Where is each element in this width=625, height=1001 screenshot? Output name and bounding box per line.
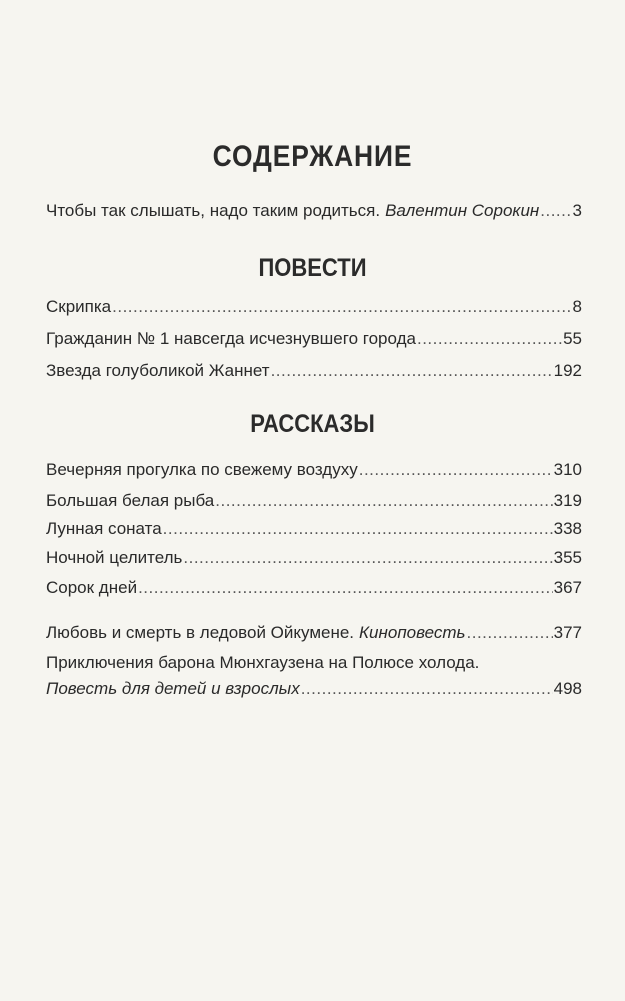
entry-title: Лунная соната [46, 519, 162, 538]
dot-leader [540, 200, 571, 222]
entry-page: 338 [553, 519, 582, 538]
dot-leader [271, 360, 553, 382]
entry-page: 355 [553, 548, 582, 567]
entry-page: 310 [553, 460, 582, 479]
dot-leader [112, 296, 571, 318]
section-heading-rasskazy: РАССКАЗЫ [250, 410, 375, 438]
toc-entry[interactable] [46, 518, 582, 540]
dot-leader [183, 547, 552, 569]
entry-title: Ночной целитель [46, 548, 183, 567]
dot-leader [163, 518, 553, 540]
entry-subtitle: Киноповесть [359, 623, 466, 642]
dot-leader [301, 678, 553, 700]
entry-page: 367 [553, 578, 582, 597]
dot-leader [138, 577, 553, 599]
entry-page: 192 [553, 361, 582, 380]
dot-leader [215, 490, 552, 512]
toc-title: СОДЕРЖАНИЕ [212, 140, 413, 173]
toc-entry[interactable] [46, 459, 582, 481]
entry-title: Чтобы так слышать, надо таким родиться. [46, 201, 381, 220]
entry-page: 498 [553, 679, 582, 698]
toc-entry[interactable] [46, 490, 582, 512]
entry-page: 377 [553, 623, 582, 642]
dot-leader [467, 622, 553, 644]
entry-page: 3 [572, 201, 582, 220]
toc-entry-extra-title[interactable]: Приключения барона Мюнхгаузена на Полюсе холода. [46, 653, 480, 672]
entry-page: 8 [572, 297, 582, 316]
entry-subtitle: Повесть для детей и взрослых [46, 679, 300, 698]
toc-entry-extra-subtitle-line[interactable] [46, 678, 582, 700]
dot-leader [359, 459, 553, 481]
toc-entry[interactable] [46, 577, 582, 599]
entry-title: Звезда голуболикой Жаннет [46, 361, 270, 380]
toc-entry[interactable] [46, 360, 582, 382]
entry-author: Валентин Сорокин [385, 201, 540, 220]
dot-leader [417, 328, 562, 350]
entry-page: 55 [563, 329, 582, 348]
toc-entry[interactable] [46, 296, 582, 318]
entry-page: 319 [553, 491, 582, 510]
entry-title: Скрипка [46, 297, 112, 316]
toc-entry-extra[interactable] [46, 622, 582, 644]
entry-title: Большая белая рыба [46, 491, 215, 510]
entry-title: Вечерняя прогулка по свежему воздуху [46, 460, 358, 479]
entry-title: Сорок дней [46, 578, 138, 597]
toc-entry[interactable] [46, 328, 582, 350]
section-heading-povesti: ПОВЕСТИ [258, 254, 367, 282]
toc-entry-intro[interactable] [46, 200, 582, 222]
toc-entry[interactable] [46, 547, 582, 569]
entry-title: Гражданин № 1 навсегда исчезнувшего города [46, 329, 416, 348]
entry-title: Любовь и смерть в ледовой Ойкумене. [46, 623, 355, 642]
